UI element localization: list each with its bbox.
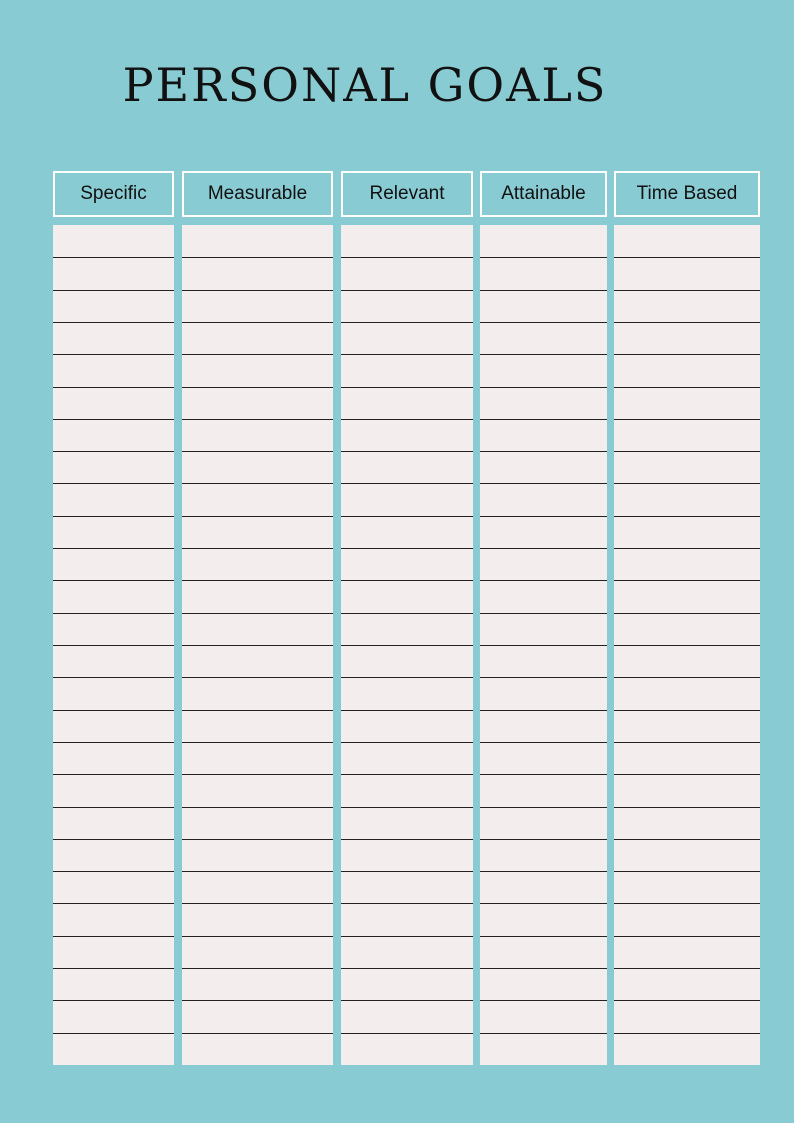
row-divider <box>182 580 333 581</box>
writing-line[interactable] <box>182 580 333 612</box>
writing-line[interactable] <box>182 903 333 935</box>
row-divider <box>341 257 473 258</box>
writing-line[interactable] <box>182 225 333 257</box>
writing-line[interactable] <box>53 677 174 709</box>
row-divider <box>614 903 760 904</box>
writing-line[interactable] <box>182 710 333 742</box>
row-divider <box>341 774 473 775</box>
writing-line[interactable] <box>182 936 333 968</box>
column-body-relevant <box>341 225 473 1065</box>
writing-line[interactable] <box>480 322 607 354</box>
writing-line[interactable] <box>53 451 174 483</box>
writing-line[interactable] <box>614 742 760 774</box>
writing-line[interactable] <box>341 645 473 677</box>
row-divider <box>182 807 333 808</box>
writing-line[interactable] <box>182 613 333 645</box>
column-header-measurable: Measurable <box>182 171 333 217</box>
writing-line[interactable] <box>53 1000 174 1032</box>
writing-line[interactable] <box>480 290 607 322</box>
row-divider <box>53 871 174 872</box>
row-divider <box>341 354 473 355</box>
writing-line[interactable] <box>341 613 473 645</box>
row-divider <box>614 710 760 711</box>
writing-line[interactable] <box>614 580 760 612</box>
row-divider <box>182 451 333 452</box>
writing-line[interactable] <box>480 451 607 483</box>
column-relevant <box>341 171 473 217</box>
row-divider <box>182 1000 333 1001</box>
writing-line[interactable] <box>53 871 174 903</box>
row-divider <box>614 354 760 355</box>
row-divider <box>53 936 174 937</box>
row-divider <box>182 677 333 678</box>
writing-line[interactable] <box>480 516 607 548</box>
row-divider <box>480 580 607 581</box>
row-divider <box>614 483 760 484</box>
row-divider <box>53 645 174 646</box>
writing-line[interactable] <box>182 419 333 451</box>
writing-line[interactable] <box>614 677 760 709</box>
row-divider <box>182 871 333 872</box>
row-divider <box>480 419 607 420</box>
writing-line[interactable] <box>480 419 607 451</box>
writing-line[interactable] <box>614 903 760 935</box>
writing-line[interactable] <box>53 548 174 580</box>
row-divider <box>614 387 760 388</box>
writing-line[interactable] <box>53 354 174 386</box>
writing-line[interactable] <box>53 613 174 645</box>
row-divider <box>182 548 333 549</box>
row-divider <box>341 839 473 840</box>
writing-line[interactable] <box>53 387 174 419</box>
writing-line[interactable] <box>614 451 760 483</box>
writing-line[interactable] <box>614 354 760 386</box>
row-divider <box>53 903 174 904</box>
row-divider <box>182 774 333 775</box>
row-divider <box>614 613 760 614</box>
row-divider <box>53 257 174 258</box>
row-divider <box>614 451 760 452</box>
row-divider <box>614 677 760 678</box>
writing-line[interactable] <box>182 677 333 709</box>
row-divider <box>341 548 473 549</box>
row-divider <box>341 807 473 808</box>
column-time-based <box>614 171 760 217</box>
writing-line[interactable] <box>480 225 607 257</box>
writing-line[interactable] <box>341 257 473 289</box>
writing-line[interactable] <box>53 225 174 257</box>
writing-line[interactable] <box>614 645 760 677</box>
row-divider <box>53 1000 174 1001</box>
writing-line[interactable] <box>480 354 607 386</box>
row-divider <box>182 936 333 937</box>
row-divider <box>614 257 760 258</box>
writing-line[interactable] <box>614 710 760 742</box>
row-divider <box>341 1033 473 1034</box>
row-divider <box>614 807 760 808</box>
writing-line[interactable] <box>53 839 174 871</box>
row-divider <box>614 774 760 775</box>
row-divider <box>53 710 174 711</box>
writing-line[interactable] <box>53 257 174 289</box>
writing-line[interactable] <box>341 225 473 257</box>
row-divider <box>614 580 760 581</box>
row-divider <box>480 548 607 549</box>
writing-line[interactable] <box>480 742 607 774</box>
row-divider <box>53 516 174 517</box>
writing-line[interactable] <box>480 257 607 289</box>
writing-line[interactable] <box>614 419 760 451</box>
row-divider <box>341 290 473 291</box>
row-divider <box>53 290 174 291</box>
writing-line[interactable] <box>341 516 473 548</box>
row-divider <box>480 1033 607 1034</box>
row-divider <box>614 1033 760 1034</box>
row-divider <box>614 322 760 323</box>
row-divider <box>53 548 174 549</box>
row-divider <box>480 516 607 517</box>
writing-line[interactable] <box>182 257 333 289</box>
writing-line[interactable] <box>182 1033 333 1065</box>
writing-line[interactable] <box>614 871 760 903</box>
writing-line[interactable] <box>614 1000 760 1032</box>
row-divider <box>341 871 473 872</box>
writing-line[interactable] <box>614 290 760 322</box>
writing-line[interactable] <box>614 839 760 871</box>
writing-line[interactable] <box>614 968 760 1000</box>
row-divider <box>480 774 607 775</box>
column-body-specific <box>53 225 174 1065</box>
writing-line[interactable] <box>480 645 607 677</box>
row-divider <box>53 483 174 484</box>
writing-line[interactable] <box>341 387 473 419</box>
writing-line[interactable] <box>53 903 174 935</box>
writing-line[interactable] <box>614 548 760 580</box>
row-divider <box>53 322 174 323</box>
row-divider <box>341 483 473 484</box>
writing-line[interactable] <box>480 387 607 419</box>
row-divider <box>341 645 473 646</box>
writing-line[interactable] <box>53 1033 174 1065</box>
row-divider <box>480 354 607 355</box>
row-divider <box>182 354 333 355</box>
column-header-relevant: Relevant <box>341 171 473 217</box>
row-divider <box>53 580 174 581</box>
row-divider <box>614 290 760 291</box>
writing-line[interactable] <box>614 225 760 257</box>
writing-line[interactable] <box>53 290 174 322</box>
writing-line[interactable] <box>341 936 473 968</box>
writing-line[interactable] <box>53 645 174 677</box>
row-divider <box>341 903 473 904</box>
writing-line[interactable] <box>341 1033 473 1065</box>
page-title: PERSONAL GOALS <box>122 58 608 112</box>
writing-line[interactable] <box>341 580 473 612</box>
row-divider <box>182 1033 333 1034</box>
writing-line[interactable] <box>480 968 607 1000</box>
writing-line[interactable] <box>341 290 473 322</box>
row-divider <box>480 936 607 937</box>
writing-line[interactable] <box>53 322 174 354</box>
writing-line[interactable] <box>341 807 473 839</box>
row-divider <box>182 483 333 484</box>
writing-line[interactable] <box>182 451 333 483</box>
row-divider <box>341 580 473 581</box>
writing-line[interactable] <box>480 1000 607 1032</box>
writing-line[interactable] <box>480 677 607 709</box>
writing-line[interactable] <box>341 322 473 354</box>
writing-line[interactable] <box>53 419 174 451</box>
writing-line[interactable] <box>53 742 174 774</box>
row-divider <box>182 257 333 258</box>
column-body-measurable <box>182 225 333 1065</box>
row-divider <box>614 516 760 517</box>
writing-line[interactable] <box>182 516 333 548</box>
writing-line[interactable] <box>614 483 760 515</box>
column-specific <box>53 171 174 217</box>
row-divider <box>480 1000 607 1001</box>
writing-line[interactable] <box>53 807 174 839</box>
writing-line[interactable] <box>341 903 473 935</box>
writing-line[interactable] <box>341 677 473 709</box>
writing-line[interactable] <box>53 580 174 612</box>
row-divider <box>480 903 607 904</box>
writing-line[interactable] <box>480 1033 607 1065</box>
writing-line[interactable] <box>480 613 607 645</box>
row-divider <box>53 677 174 678</box>
writing-line[interactable] <box>614 516 760 548</box>
row-divider <box>53 613 174 614</box>
row-divider <box>53 451 174 452</box>
row-divider <box>614 968 760 969</box>
row-divider <box>480 871 607 872</box>
writing-line[interactable] <box>341 483 473 515</box>
writing-line[interactable] <box>182 968 333 1000</box>
column-header-attainable: Attainable <box>480 171 607 217</box>
row-divider <box>614 871 760 872</box>
writing-line[interactable] <box>480 807 607 839</box>
row-divider <box>182 839 333 840</box>
row-divider <box>614 936 760 937</box>
writing-line[interactable] <box>182 354 333 386</box>
column-header-time-based: Time Based <box>614 171 760 217</box>
row-divider <box>182 903 333 904</box>
row-divider <box>182 613 333 614</box>
row-divider <box>341 516 473 517</box>
writing-line[interactable] <box>182 839 333 871</box>
row-divider <box>480 290 607 291</box>
writing-line[interactable] <box>480 839 607 871</box>
row-divider <box>480 451 607 452</box>
writing-line[interactable] <box>480 774 607 806</box>
writing-line[interactable] <box>341 871 473 903</box>
row-divider <box>341 968 473 969</box>
row-divider <box>614 548 760 549</box>
row-divider <box>182 419 333 420</box>
row-divider <box>53 807 174 808</box>
writing-line[interactable] <box>480 548 607 580</box>
writing-line[interactable] <box>341 548 473 580</box>
row-divider <box>480 839 607 840</box>
row-divider <box>341 1000 473 1001</box>
writing-line[interactable] <box>53 968 174 1000</box>
row-divider <box>341 419 473 420</box>
writing-line[interactable] <box>182 774 333 806</box>
row-divider <box>182 290 333 291</box>
row-divider <box>182 742 333 743</box>
column-measurable <box>182 171 333 217</box>
writing-line[interactable] <box>53 710 174 742</box>
writing-line[interactable] <box>182 645 333 677</box>
row-divider <box>614 419 760 420</box>
writing-line[interactable] <box>341 710 473 742</box>
row-divider <box>182 322 333 323</box>
writing-line[interactable] <box>182 1000 333 1032</box>
writing-line[interactable] <box>614 1033 760 1065</box>
row-divider <box>480 387 607 388</box>
writing-line[interactable] <box>614 807 760 839</box>
row-divider <box>53 774 174 775</box>
row-divider <box>182 387 333 388</box>
row-divider <box>53 419 174 420</box>
writing-line[interactable] <box>182 871 333 903</box>
writing-line[interactable] <box>341 839 473 871</box>
row-divider <box>53 968 174 969</box>
writing-line[interactable] <box>341 742 473 774</box>
row-divider <box>182 710 333 711</box>
writing-line[interactable] <box>341 451 473 483</box>
row-divider <box>341 613 473 614</box>
row-divider <box>614 839 760 840</box>
row-divider <box>341 710 473 711</box>
row-divider <box>53 839 174 840</box>
row-divider <box>341 936 473 937</box>
row-divider <box>614 742 760 743</box>
writing-line[interactable] <box>53 936 174 968</box>
column-attainable <box>480 171 607 217</box>
writing-line[interactable] <box>182 290 333 322</box>
writing-line[interactable] <box>614 774 760 806</box>
row-divider <box>182 516 333 517</box>
writing-line[interactable] <box>614 613 760 645</box>
writing-line[interactable] <box>341 1000 473 1032</box>
row-divider <box>53 742 174 743</box>
row-divider <box>480 613 607 614</box>
row-divider <box>480 742 607 743</box>
row-divider <box>182 645 333 646</box>
writing-line[interactable] <box>182 742 333 774</box>
row-divider <box>53 387 174 388</box>
writing-line[interactable] <box>480 903 607 935</box>
writing-line[interactable] <box>341 419 473 451</box>
row-divider <box>341 451 473 452</box>
writing-line[interactable] <box>480 871 607 903</box>
row-divider <box>480 677 607 678</box>
writing-line[interactable] <box>341 774 473 806</box>
row-divider <box>480 710 607 711</box>
writing-line[interactable] <box>53 483 174 515</box>
writing-line[interactable] <box>341 354 473 386</box>
row-divider <box>341 677 473 678</box>
writing-line[interactable] <box>53 774 174 806</box>
row-divider <box>480 257 607 258</box>
writing-line[interactable] <box>480 710 607 742</box>
row-divider <box>480 483 607 484</box>
column-body-attainable <box>480 225 607 1065</box>
writing-line[interactable] <box>182 322 333 354</box>
row-divider <box>53 1033 174 1034</box>
row-divider <box>480 322 607 323</box>
row-divider <box>480 807 607 808</box>
writing-line[interactable] <box>182 807 333 839</box>
writing-line[interactable] <box>53 516 174 548</box>
row-divider <box>614 645 760 646</box>
row-divider <box>53 354 174 355</box>
row-divider <box>341 387 473 388</box>
row-divider <box>182 968 333 969</box>
writing-line[interactable] <box>182 483 333 515</box>
row-divider <box>341 742 473 743</box>
writing-line[interactable] <box>480 936 607 968</box>
column-body-time-based <box>614 225 760 1065</box>
writing-line[interactable] <box>341 968 473 1000</box>
writing-line[interactable] <box>614 322 760 354</box>
row-divider <box>341 322 473 323</box>
writing-line[interactable] <box>614 387 760 419</box>
row-divider <box>480 968 607 969</box>
row-divider <box>480 645 607 646</box>
writing-line[interactable] <box>614 936 760 968</box>
writing-line[interactable] <box>480 580 607 612</box>
writing-line[interactable] <box>480 483 607 515</box>
writing-line[interactable] <box>614 257 760 289</box>
row-divider <box>614 1000 760 1001</box>
column-header-specific: Specific <box>53 171 174 217</box>
writing-line[interactable] <box>182 387 333 419</box>
writing-line[interactable] <box>182 548 333 580</box>
